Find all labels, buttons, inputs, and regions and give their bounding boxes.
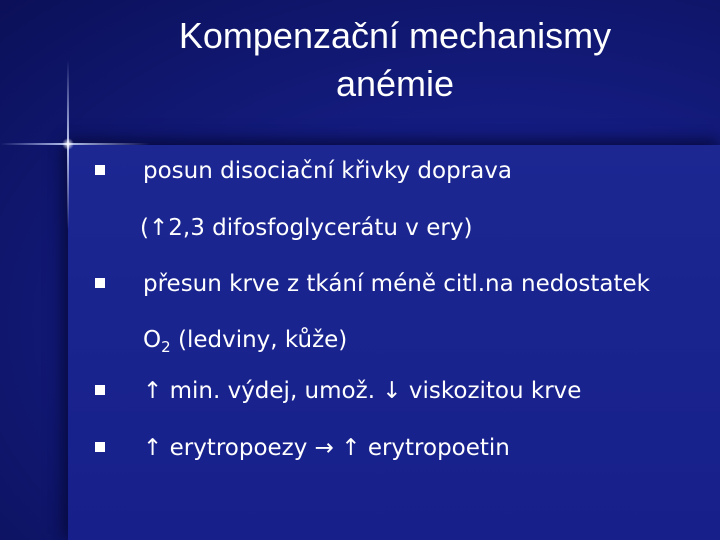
- title-line-2: anémie: [335, 63, 455, 104]
- bullet-text: posun disociační křivky doprava: [143, 158, 512, 184]
- bullet-square-icon: [95, 278, 105, 288]
- bullet-text: ↑ min. výdej, umož. ↓ viskozitou krve: [143, 378, 582, 404]
- bullet-continuation: [143, 326, 347, 354]
- continuation-rest: (ledviny, kůže): [170, 327, 348, 353]
- bullet-continuation: (↑2,3 difosfoglycerátu v ery): [140, 215, 473, 241]
- bullet-text: ↑ erytropoezy → ↑ erytropoetin: [143, 435, 510, 461]
- bullet-square-icon: [95, 165, 105, 175]
- sparkle-icon: [62, 138, 74, 150]
- oxygen-symbol: O: [143, 327, 162, 353]
- oxygen-subscript: 2: [161, 338, 171, 356]
- bullet-text: přesun krve z tkání méně citl.na nedostatek: [143, 271, 650, 297]
- sparkle-horizontal: [0, 143, 150, 145]
- bullet-square-icon: [95, 385, 105, 395]
- slide-title: [150, 12, 640, 108]
- title-line-1: Kompenzační mechanismy: [178, 15, 612, 56]
- bullet-square-icon: [95, 442, 105, 452]
